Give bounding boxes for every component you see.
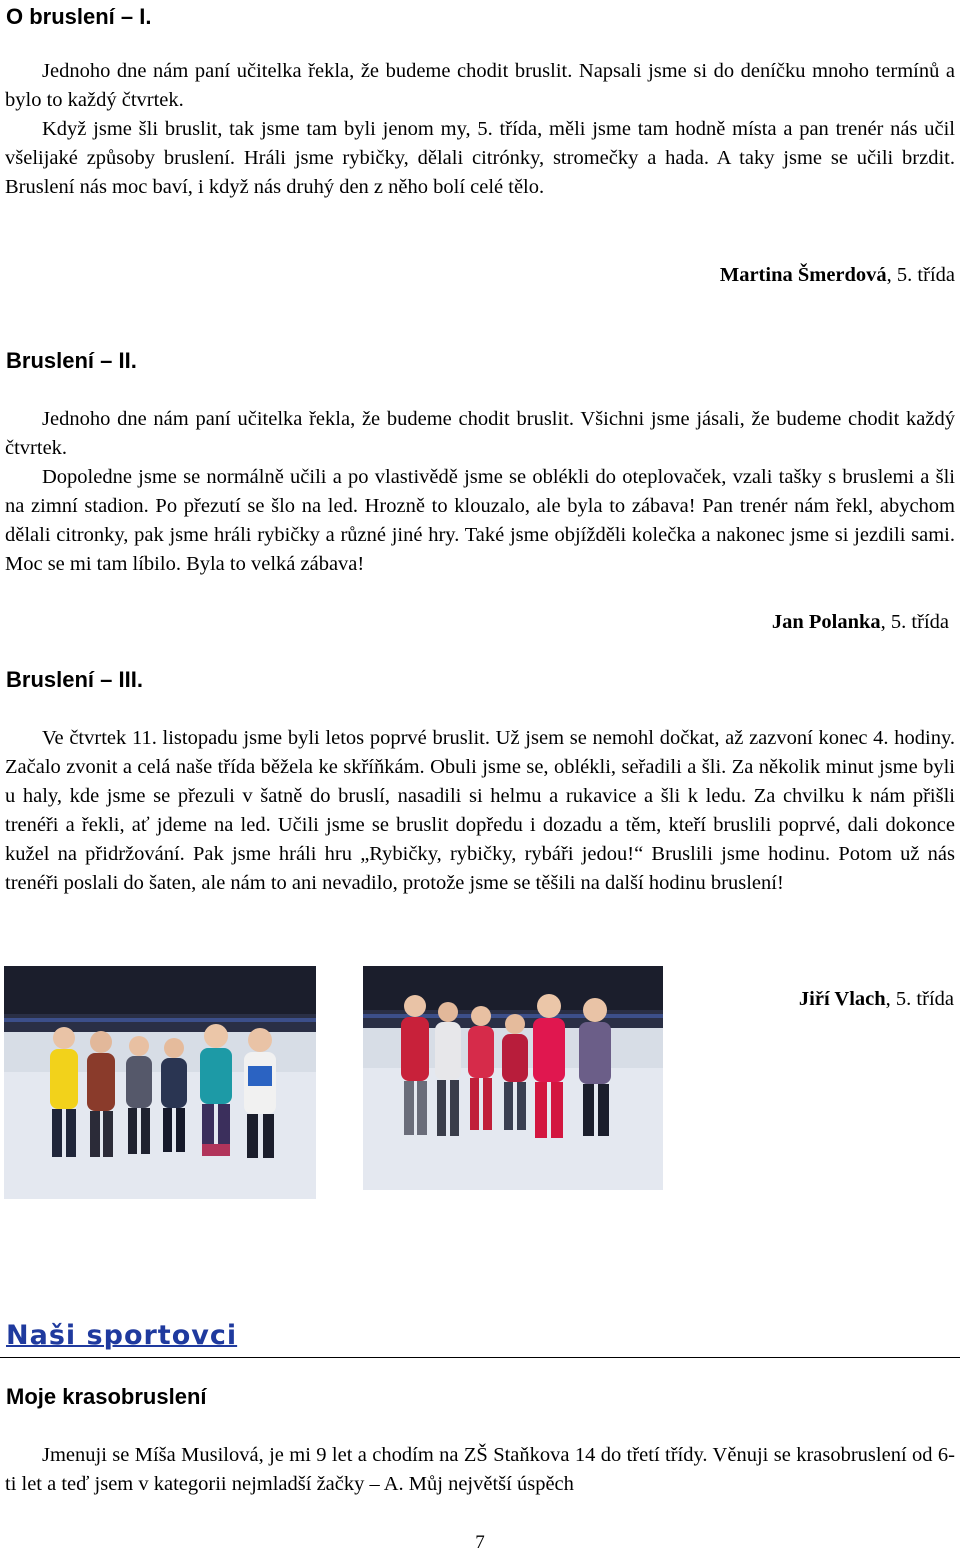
author-name: Jiří Vlach bbox=[798, 988, 886, 1010]
skating-girls-photo bbox=[363, 966, 663, 1190]
article-body bbox=[5, 57, 955, 202]
paragraph: Když jsme šli bruslit, tak jsme tam byli jenom my, 5. třída, měli jsme tam hodně místa a pan trenér nás učil všelijaké způsoby bruslení. Hráli jsme rybičky, dělali citrónky, stromečky a hada. A taky jsme se učili brzdit. Bruslení nás moc baví, i když nás druhý den z něho bolí celé tělo. bbox=[5, 118, 955, 198]
author-class: , 5. třída bbox=[886, 264, 955, 286]
article-body bbox=[5, 1441, 955, 1499]
article-body bbox=[5, 724, 955, 898]
paragraph: Ve čtvrtek 11. listopadu jsme byli letos poprvé bruslit. Už jsem se nemohl dočkat, až zazvoní konec 4. hodiny. Začalo zvonit a celá naše třída běžela ke skříňkám. Obuli jsme se, oblékli, seřadili a šli. Za několik minut jsme byli u haly, kde jsme se přezuli v šatně do bruslí, nasadili si helmu a rukavice a šli k ledu. Za chvilku k nám přišli trenéři a řekli, ať jdeme na led. Učili jsme se bruslit dopředu i dozadu a těm, kteří bruslili poprvé, dali dokonce kužel na přidržování. Pak jsme hráli hru „Rybičky, rybičky, rybáři jedou!“ Bruslili jsme hodinu. Potom už nás trenéři poslali do šaten, ale nám to ani nevadilo, protože jsme se těšili na další hodinu bruslení! bbox=[5, 727, 955, 894]
skating-group-photo bbox=[4, 966, 316, 1199]
author-signature bbox=[772, 608, 949, 637]
author-name: Jan Polanka bbox=[771, 611, 881, 633]
article-title: Moje krasobruslení bbox=[6, 1384, 207, 1409]
section-divider bbox=[0, 1357, 960, 1358]
article-title: O bruslení – I. bbox=[6, 4, 152, 29]
author-signature bbox=[799, 985, 954, 1014]
author-class: , 5. třída bbox=[885, 988, 954, 1010]
page-number: 7 bbox=[475, 1532, 485, 1553]
paragraph: Jednoho dne nám paní učitelka řekla, že budeme chodit bruslit. Všichni jsme jásali, že budeme chodit každý čtvrtek. bbox=[5, 408, 955, 459]
article-title: Bruslení – III. bbox=[6, 667, 143, 692]
author-class: , 5. třída bbox=[880, 611, 949, 633]
article-body bbox=[5, 405, 955, 579]
paragraph: Dopoledne jsme se normálně učili a po vlastivědě jsme se oblékli do oteplovaček, vzali tašky s bruslemi a šli na zimní stadion. Po přezutí se šlo na led. Hrozně to klouzalo, ale byla to zábava! Pan trenér nám řekl, abychom dělali citronky, pak jsme hráli rybičky a různé jiné hry. Také jsme objížděli kolečka a nakonec jsme si jezdili sami. Moc se mi tam líbilo. Byla to velká zábava! bbox=[5, 466, 955, 575]
paragraph: Jednoho dne nám paní učitelka řekla, že budeme chodit bruslit. Napsali jsme si do deníčku mnoho termínů a bylo to každý čtvrtek. bbox=[5, 60, 955, 111]
author-name: Martina Šmerdová bbox=[719, 264, 887, 286]
article-title: Bruslení – II. bbox=[6, 348, 137, 373]
author-signature bbox=[720, 261, 955, 290]
section-title: Naši sportovci bbox=[6, 1320, 238, 1351]
paragraph: Jmenuji se Míša Musilová, je mi 9 let a chodím na ZŠ Staňkova 14 do třetí třídy. Věnuji se krasobruslení od 6-ti let a teď jsem v kategorii nejmladší žačky – A. Můj největší úspěch bbox=[5, 1444, 955, 1495]
